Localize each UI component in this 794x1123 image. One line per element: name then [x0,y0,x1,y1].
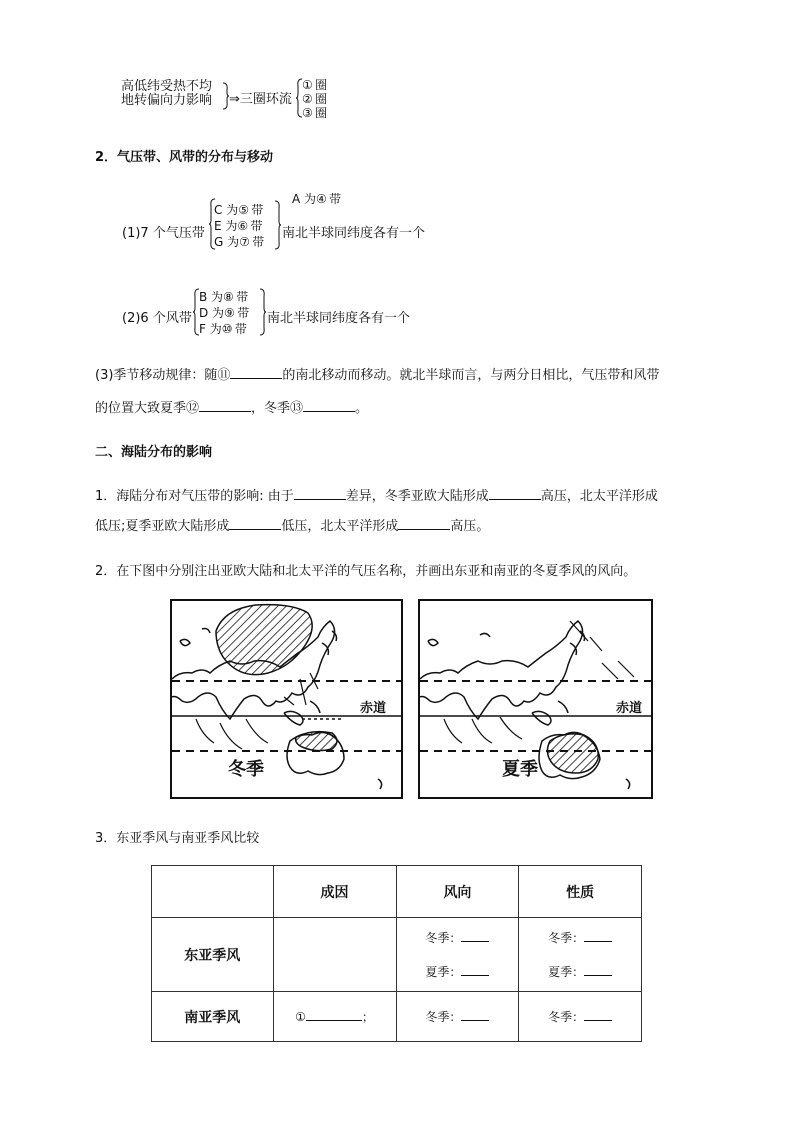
table-row [152,992,642,1042]
answer-blank[interactable] [303,401,355,412]
text-segment: 的位置大致夏季⑫ [95,401,200,416]
table-header-row [152,866,642,918]
text-segment: 高压。 [450,519,490,534]
pressure-belt-item: C 为⑤ 带 [214,203,264,217]
cell-label: 冬季： [548,930,585,945]
q1-line-1 [95,485,658,504]
answer-blank[interactable] [306,1010,362,1021]
equator-label: 赤道 [616,701,643,716]
answer-blank[interactable] [230,368,282,379]
winter-label: 冬季 [228,759,264,780]
q3-text: 3．东亚季风与南亚季风比较 [95,831,260,846]
winter-map [170,599,403,799]
cell-label: 冬季： [425,930,462,945]
equator-label: 赤道 [360,701,387,716]
nature-cell [519,992,642,1042]
direction-cell [396,992,519,1042]
table-row [152,918,642,992]
cell-label: ； [361,1009,374,1024]
answer-blank[interactable] [199,401,251,412]
circulation-item: ③ 圈 [302,106,328,120]
text-segment: 差异，冬季亚欧大陆形成 [345,489,489,504]
pressure-belt-a: A 为④ 带 [292,192,342,206]
cause-line-1: 高低纬受热不均 [121,79,213,94]
answer-blank[interactable] [229,519,281,530]
table-header-cell: 风向 [396,866,519,918]
answer-blank[interactable] [584,1010,612,1021]
cell-line [519,1007,641,1027]
cell-line [274,1007,396,1027]
circulation-item: ② 圈 [302,92,328,106]
circulation-items [302,78,327,120]
cell-label: 夏季： [548,964,585,979]
right-brace [259,288,267,336]
right-brace [274,200,282,250]
answer-blank[interactable] [584,965,612,976]
circulation-label: ⇒三圈环流 [229,92,292,107]
text-segment: ，冬季⑬ [251,401,304,416]
text-segment: 1．海陆分布对气压带的影响: 由于 [95,489,294,504]
wind-belt-item: D 为⑨ 带 [199,306,250,320]
nature-cell [519,918,642,992]
pressure-belt-item: G 为⑦ 带 [214,235,265,249]
seasonal-line-1 [95,364,659,383]
text-segment: 低压，北太平洋形成 [281,519,399,534]
circulation-item: ① 圈 [302,78,328,92]
pressure-belt-label: (1)7 个气压带 [122,226,205,241]
wind-belt-suffix: 南北半球同纬度各有一个 [267,311,411,326]
direction-cell [396,918,519,992]
cell-label: 冬季： [548,1009,585,1024]
text-segment: 低压;夏季亚欧大陆形成 [95,519,230,534]
answer-blank[interactable] [461,1010,489,1021]
table-header-cell [152,866,274,918]
wind-belt-item: F 为⑩ 带 [199,322,247,336]
q2-text: 2．在下图中分别注出亚欧大陆和北太平洋的气压名称，并画出东亚和南亚的冬夏季风的风向。 [95,564,637,579]
row-name: 东亚季风 [152,918,274,992]
summer-label: 夏季 [502,759,538,780]
table-header-cell: 性质 [519,866,642,918]
answer-blank[interactable] [584,931,612,942]
wind-belt-list [199,289,249,337]
cell-line [519,928,641,948]
cause-line-2: 地转偏向力影响 [121,93,213,108]
cell-line [397,1007,519,1027]
pressure-belt-item: E 为⑥ 带 [214,219,263,233]
cell-line [397,962,519,982]
cell-line [397,928,519,948]
text-segment: 。 [355,401,369,416]
seasonal-line-2 [95,397,368,416]
cause-cell [273,992,396,1042]
cause-cell[interactable] [273,918,396,992]
q1-line-2 [95,515,489,534]
wind-belt-item: B 为⑧ 带 [199,290,249,304]
cell-label: 冬季： [425,1009,462,1024]
cause-block [121,80,212,108]
monsoon-comparison-table [151,865,642,1042]
section-2-title: 2．气压带、风带的分布与移动 [95,150,274,165]
answer-blank[interactable] [398,519,450,530]
answer-blank[interactable] [489,489,541,500]
summer-map [418,599,653,799]
text-segment: (3)季节移动规律：随⑪ [95,368,231,383]
pressure-belt-suffix: 南北半球同纬度各有一个 [282,226,426,241]
cell-label: 夏季： [425,964,462,979]
text-segment: 的南北移动而移动。就北半球而言，与两分日相比，气压带和风带 [282,368,660,383]
row-name: 南亚季风 [152,992,274,1042]
part-2-title: 二、海陆分布的影响 [95,445,213,460]
table-header-cell: 成因 [273,866,396,918]
text-segment: 高压，北太平洋形成 [540,489,658,504]
cell-line [519,962,641,982]
answer-blank[interactable] [294,489,346,500]
wind-belt-label: (2)6 个风带 [122,311,192,326]
cell-label: ① [295,1009,306,1024]
answer-blank[interactable] [461,931,489,942]
answer-blank[interactable] [461,965,489,976]
pressure-belt-list [214,202,264,250]
